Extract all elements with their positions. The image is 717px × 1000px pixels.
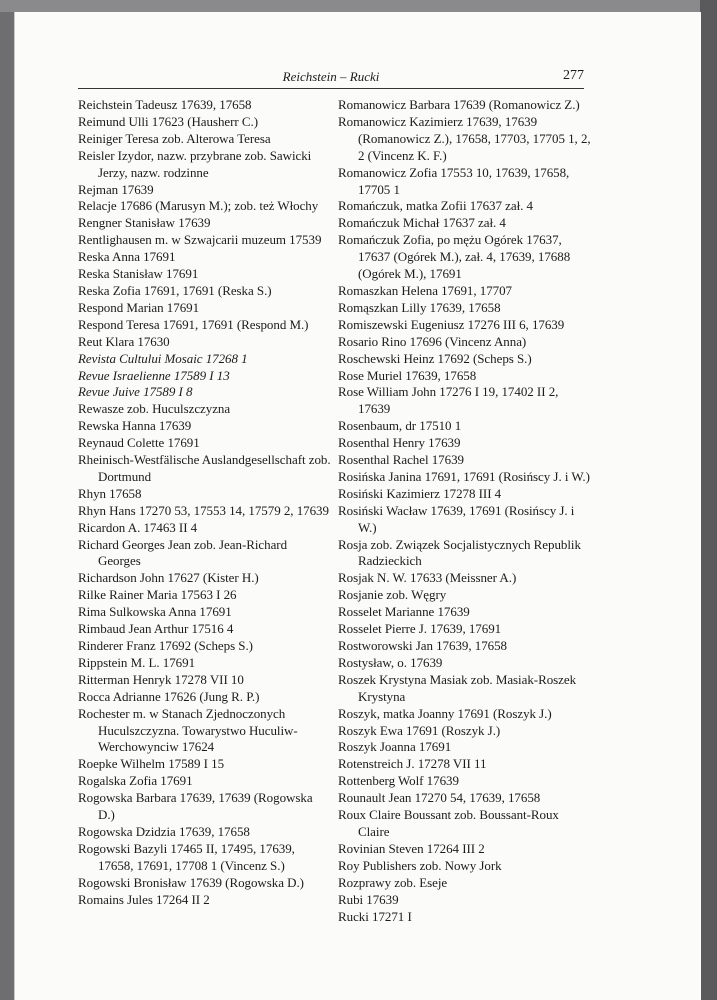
index-entry: Romanowicz Zofia 17553 10, 17639, 17658, 17705 1 — [338, 164, 570, 197]
page-number: 277 — [563, 68, 584, 83]
index-entry: Rotenstreich J. 17278 VII 11 — [338, 756, 487, 772]
index-entry: Rhyn Hans 17270 53, 17553 14, 17579 2, 17639 — [78, 502, 329, 518]
index-entry: Reska Stanisław 17691 — [78, 266, 199, 282]
index-entry: Rosselet Pierre J. 17639, 17691 — [338, 621, 502, 637]
index-entry: Rubi 17639 — [338, 891, 399, 907]
index-entry: Rostysław, o. 17639 — [338, 654, 443, 670]
index-entry: Richard Georges Jean zob. Jean-Richard Georges — [78, 536, 288, 569]
index-entry: Rhyn 17658 — [78, 485, 142, 501]
index-entry: Rilke Rainer Maria 17563 I 26 — [78, 587, 237, 603]
index-entry: Rogowski Bazyli 17465 II, 17495, 17639, 17658, 17691, 17708 1 (Vincenz S.) — [78, 840, 295, 873]
scan-right-edge — [700, 0, 717, 1000]
index-entry: Rima Sulkowska Anna 17691 — [78, 604, 232, 620]
index-entry: Roszyk Ewa 17691 (Roszyk J.) — [338, 722, 501, 738]
index-entry: Rogowska Barbara 17639, 17639 (Rogowska D.) — [78, 790, 313, 823]
index-entry: Romanowicz Barbara 17639 (Romanowicz Z.) — [338, 97, 580, 112]
running-header — [78, 68, 584, 89]
index-entry: Rosselet Marianne 17639 — [338, 604, 470, 620]
index-entry: Reska Zofia 17691, 17691 (Reska S.) — [78, 282, 272, 298]
index-entry: Rosjak N. W. 17633 (Meissner A.) — [338, 570, 517, 586]
index-entry: Rosario Rino 17696 (Vincenz Anna) — [338, 333, 527, 349]
index-entry: Reichstein Tadeusz 17639, 17658 — [78, 97, 252, 112]
index-entry: Romains Jules 17264 II 2 — [78, 891, 210, 907]
index-entry: Rogowska Dzidzia 17639, 17658 — [78, 823, 250, 839]
index-entry: Rose Muriel 17639, 17658 — [338, 367, 477, 383]
index-entry: Romiszewski Eugeniusz 17276 III 6, 17639 — [338, 316, 565, 332]
index-entry: Reiniger Teresa zob. Alterowa Teresa — [78, 130, 271, 146]
index-entry: Rovinian Steven 17264 III 2 — [338, 840, 485, 856]
index-entry: Rosenthal Rachel 17639 — [338, 452, 464, 468]
running-title: Reichstein – Rucki — [282, 69, 380, 84]
index-entry: Reynaud Colette 17691 — [78, 435, 200, 451]
index-entry: Rosjanie zob. Węgry — [338, 587, 447, 603]
index-entry: Respond Teresa 17691, 17691 (Respond M.) — [78, 316, 309, 332]
index-entry: Rimbaud Jean Arthur 17516 4 — [78, 621, 234, 637]
index-entry: Romaszkan Helena 17691, 17707 — [338, 282, 513, 298]
index-entry: Romańczuk Zofia, po mężu Ogórek 17637, 17637 (Ogórek M.), zał. 4, 17639, 17688 (Ogórek M.), 17691 — [338, 232, 571, 282]
index-entry: Reut Klara 17630 — [78, 333, 170, 349]
index-entry: Roy Publishers zob. Nowy Jork — [338, 857, 502, 873]
index-entry: Rottenberg Wolf 17639 — [338, 773, 459, 789]
index-entry: Rochester m. w Stanach Zjednoczonych Huculszczyzna. Towarystwo Huculiw-Werchowynciw 17624 — [78, 705, 298, 755]
index-entry: Ricardon A. 17463 II 4 — [78, 519, 198, 535]
index-entry: Rosińska Janina 17691, 17691 (Rosińscy J. i W.) — [338, 468, 590, 484]
scan-top-edge — [0, 0, 717, 12]
index-entry: Revue Israelienne 17589 I 13 — [78, 367, 230, 383]
index-entry: Rosja zob. Związek Socjalistycznych Republik Radzieckich — [338, 536, 581, 569]
index-entry: Romańczuk, matka Zofii 17637 zał. 4 — [338, 198, 534, 214]
index-column-right — [338, 97, 592, 925]
index-entry: Rogowski Bronisław 17639 (Rogowska D.) — [78, 874, 304, 890]
index-entry: Rosenbaum, dr 17510 1 — [338, 418, 462, 434]
index-entry: Rosiński Wacław 17639, 17691 (Rosińscy J. i W.) — [338, 502, 575, 535]
index-entry: Roszyk Joanna 17691 — [338, 739, 452, 755]
index-entry: Rogalska Zofia 17691 — [78, 773, 193, 789]
index-entry: Roux Claire Boussant zob. Boussant-Roux Claire — [338, 807, 559, 839]
index-entry: Relacje 17686 (Marusyn M.); zob. też Włochy — [78, 198, 319, 214]
index-entry: Romąszkan Lilly 17639, 17658 — [338, 299, 501, 315]
index-entry: Rengner Stanisław 17639 — [78, 215, 211, 231]
index-entry: Revista Cultului Mosaic 17268 1 — [78, 350, 248, 366]
index-entry: Rozprawy zob. Eseje — [338, 874, 448, 890]
index-entry: Respond Marian 17691 — [78, 299, 200, 315]
index-entry: Richardson John 17627 (Kister H.) — [78, 570, 259, 586]
index-entry: Romanowicz Kazimierz 17639, 17639 (Romanowicz Z.), 17658, 17703, 17705 1, 2, 2 (Vincenz K. F.) — [338, 113, 591, 163]
index-entry: Rosiński Kazimierz 17278 III 4 — [338, 485, 502, 501]
index-entry: Roszyk, matka Joanny 17691 (Roszyk J.) — [338, 705, 552, 721]
index-entry: Revue Juive 17589 I 8 — [78, 384, 193, 400]
index-entry: Rinderer Franz 17692 (Scheps S.) — [78, 638, 253, 653]
index-entry: Rewasze zob. Huculszczyzna — [78, 401, 231, 417]
index-entry: Romańczuk Michał 17637 zał. 4 — [338, 215, 506, 231]
index-entry: Reimund Ulli 17623 (Hausherr C.) — [78, 113, 259, 129]
index-entry: Rosenthal Henry 17639 — [338, 435, 461, 451]
index-entry: Rostworowski Jan 17639, 17658 — [338, 638, 507, 653]
index-column-left — [78, 97, 332, 909]
index-entry: Ritterman Henryk 17278 VII 10 — [78, 671, 244, 687]
index-entry: Reisler Izydor, nazw. przybrane zob. Sawicki Jerzy, nazw. rodzinne — [78, 147, 312, 180]
index-entry: Rejman 17639 — [78, 181, 154, 197]
index-entry: Reska Anna 17691 — [78, 249, 176, 265]
index-entry: Roszek Krystyna Masiak zob. Masiak-Roszek Krystyna — [338, 671, 577, 704]
index-entry: Rippstein M. L. 17691 — [78, 654, 196, 670]
index-entry: Rheinisch-Westfälische Auslandgesellschaft zob. Dortmund — [78, 452, 331, 484]
index-entry: Roschewski Heinz 17692 (Scheps S.) — [338, 350, 532, 366]
index-entry: Rounault Jean 17270 54, 17639, 17658 — [338, 790, 541, 806]
index-entry: Rucki 17271 I — [338, 908, 412, 924]
index-entry: Rentlighausen m. w Szwajcarii muzeum 17539 — [78, 232, 322, 248]
index-entry: Rocca Adrianne 17626 (Jung R. P.) — [78, 688, 260, 704]
index-entry: Rewska Hanna 17639 — [78, 418, 192, 434]
index-entry: Roepke Wilhelm 17589 I 15 — [78, 756, 225, 772]
index-entry: Rose William John 17276 I 19, 17402 II 2, 17639 — [338, 384, 559, 417]
